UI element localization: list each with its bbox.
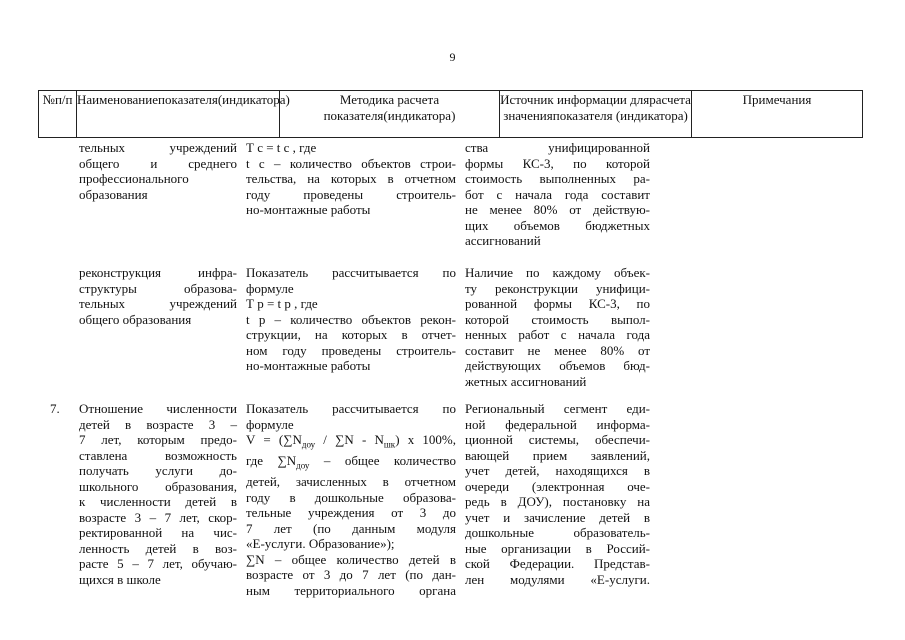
text-line: Региональный сегмент еди- — [465, 401, 650, 416]
row2-information-source — [465, 265, 650, 389]
text-line: расте 5 – 7 лет, обучаю- — [79, 556, 237, 571]
text-line: формы КС-3, по которой — [465, 155, 650, 171]
text-line: действующих объемов бюд- — [465, 358, 650, 373]
text-line: (индикатора) — [217, 92, 290, 107]
text-line: жетных ассигнований — [465, 373, 587, 389]
text-line: Т р = t р , где — [246, 296, 318, 311]
row2-indicator-name — [79, 265, 237, 327]
text-line: п/п — [54, 92, 73, 107]
text-line: ные организации в Россий- — [465, 540, 650, 556]
table-header — [38, 90, 863, 138]
text-line: t с – количество объектов строи- — [246, 155, 456, 171]
text-line: тельных учреждений — [79, 296, 237, 311]
text-line: составит не менее 80% от — [465, 342, 650, 358]
text-line: показателя — [158, 92, 218, 107]
text-line: № — [42, 92, 55, 107]
text-line: ным территориального органа — [246, 582, 456, 598]
text-line: профессионального — [79, 171, 189, 186]
text-line: струкции, на которых в отчет- — [246, 327, 456, 342]
text-line: детей в возрасте 3 – — [79, 416, 237, 432]
text-line: образования — [79, 186, 148, 202]
text-line: редь в ДОУ), постановку на — [465, 494, 650, 509]
text-line: ненных работ с начала года — [465, 327, 650, 342]
text-line: году проведены строитель- — [246, 186, 456, 202]
text-line: получать услуги до- — [79, 463, 237, 478]
text-line: тельные учреждения от 3 до — [246, 505, 456, 521]
text-line: году в дошкольные образова- — [246, 489, 456, 505]
text-line: рованной формы КС-3, по — [465, 296, 650, 311]
header-calculation-method — [280, 91, 500, 137]
text-line: возрасте от 3 до 7 лет (по дан- — [246, 567, 456, 583]
text-line: структуры образова- — [79, 280, 237, 296]
text-line: ставлена возможность — [79, 447, 237, 463]
text-line: Отношение численности — [79, 401, 237, 416]
text-line: лен модулями «Е-услуги. — [465, 571, 650, 587]
text-line: очереди (электронная оче- — [465, 478, 650, 494]
text-line: общего и среднего — [79, 155, 237, 171]
text-line: реконструкция инфра- — [79, 265, 237, 280]
text-line: ства унифицированной — [465, 140, 650, 155]
row1-information-source — [465, 140, 650, 249]
text-line: дошкольные образователь- — [465, 525, 650, 540]
text-line: школьного образования, — [79, 478, 237, 494]
text-line: 7 лет, которым предо- — [79, 432, 237, 447]
row3-information-source — [465, 401, 650, 587]
text-line: показателя (индикатора) — [552, 107, 688, 123]
text-line: ной федеральной информа- — [465, 416, 650, 432]
text-line: общего образования — [79, 311, 192, 327]
text-line: щихся в школе — [79, 571, 161, 587]
text-line: возрасте 3 – 7 лет, скор- — [79, 509, 237, 525]
header-information-source — [500, 91, 692, 137]
text-line: не менее 80% от действую- — [465, 202, 650, 217]
text-line: расчета значения — [503, 92, 691, 123]
text-line: ленность детей в воз- — [79, 540, 237, 556]
text-line: детей, зачисленных в отчетном — [246, 474, 456, 490]
text-line: ∑N – общее количество детей в — [246, 551, 456, 567]
text-line: стоимость выполненных ра- — [465, 171, 650, 186]
row1-calculation-method — [246, 140, 456, 218]
text-line: t р – количество объектов рекон- — [246, 311, 456, 327]
header-indicator-name — [77, 91, 290, 137]
text-line: 7 лет (по данным модуля — [246, 520, 456, 536]
text-line: ту реконструкции унифици- — [465, 280, 650, 296]
row3-calculation-method — [246, 401, 456, 598]
text-line: тельства, на которых в отчетном — [246, 171, 456, 186]
text-line: Источник информации для — [500, 92, 650, 107]
text-line: которой стоимость выпол- — [465, 311, 650, 327]
text-line: Т с = t с , где — [246, 140, 317, 155]
text-line: ассигнований — [465, 233, 541, 248]
row3-indicator-name — [79, 401, 237, 587]
text-line: к численности детей в — [79, 494, 237, 509]
text-line: где $\sum N_{доу}$ – общее количество — [246, 453, 456, 471]
text-line: ционной системы, обеспечи- — [465, 432, 650, 447]
text-line: $V = (\sum N_{доу} / \sum N - N_{шк})$ х 100%, — [246, 432, 456, 450]
text-line: Наименование — [77, 92, 158, 107]
text-line: но-монтажные работы — [246, 202, 371, 217]
text-line: формуле — [246, 416, 294, 432]
row1-indicator-name — [79, 140, 237, 202]
text-line: Показатель рассчитывается по — [246, 401, 456, 416]
text-line: ном году проведены строитель- — [246, 342, 456, 358]
text-line: бот с начала года составит — [465, 186, 650, 202]
text-line: вающей прием заявлений, — [465, 447, 650, 463]
text-line: формуле — [246, 280, 294, 296]
text-line: ской Федерации. Представ- — [465, 556, 650, 571]
text-line: «Е-услуги. Образование»); — [246, 536, 395, 552]
text-line: Показатель рассчитывается по — [246, 265, 456, 280]
text-line: тельных учреждений — [79, 140, 237, 155]
text-line: учет детей, находящихся в — [465, 463, 650, 478]
text-line: Наличие по каждому объек- — [465, 265, 650, 280]
text-line: Методика расчета показателя — [323, 92, 440, 123]
text-line: (индикатора) — [383, 107, 456, 123]
text-line: учет и зачисление детей в — [465, 509, 650, 525]
page-number: 9 — [449, 50, 456, 64]
row3-number: 7. — [50, 401, 60, 416]
text-line: ректированной на чис- — [79, 525, 237, 540]
text-line: Примечания — [742, 92, 812, 107]
row2-calculation-method — [246, 265, 456, 374]
header-number — [39, 91, 77, 137]
text-line: но-монтажные работы — [246, 358, 371, 373]
header-notes — [692, 91, 862, 137]
text-line: щих объемов бюджетных — [465, 217, 650, 233]
